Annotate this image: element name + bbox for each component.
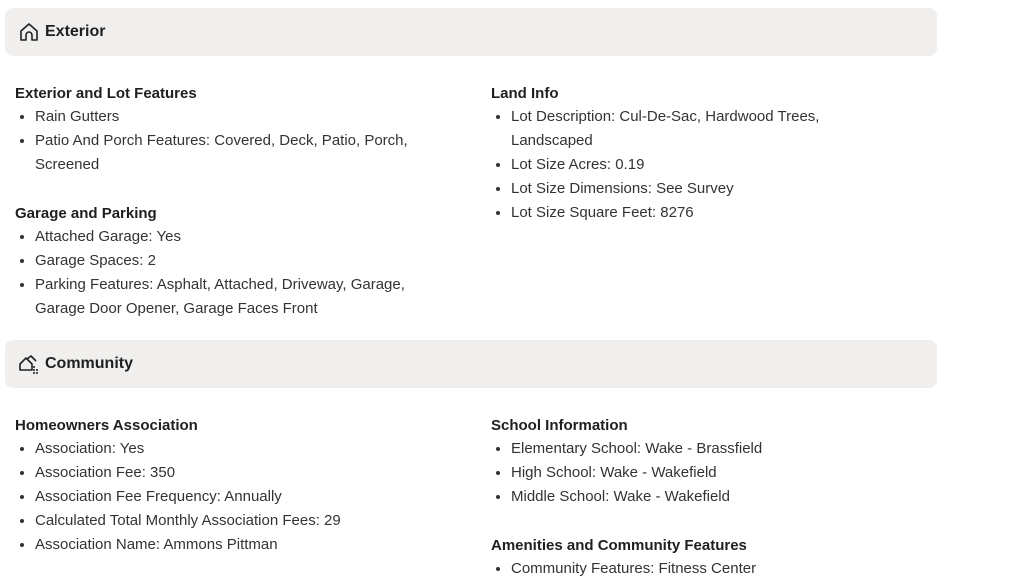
- exterior-lot-features-heading: Exterior and Lot Features: [15, 85, 197, 102]
- school-info-group: [491, 415, 931, 509]
- list-item: • Lot Description: Cul-De-Sac, Hardwood Trees, Landscaped: [511, 105, 871, 153]
- hoa-heading: Homeowners Association: [15, 417, 198, 434]
- school-info-heading: School Information: [491, 417, 628, 434]
- exterior-section-header: [5, 8, 937, 56]
- garage-parking-heading: Garage and Parking: [15, 205, 157, 222]
- list-item: • Association Name: Ammons Pittman: [35, 533, 455, 557]
- land-info-group: [491, 83, 931, 225]
- list-item: • Lot Size Acres: 0.19: [511, 153, 931, 177]
- garage-parking-group: [15, 203, 455, 321]
- list-item: • Association Fee: 350: [35, 461, 455, 485]
- land-info-heading: Land Info: [491, 85, 559, 102]
- exterior-section-title: Exterior: [45, 23, 106, 40]
- list-item: • Middle School: Wake - Wakefield: [511, 485, 931, 509]
- amenities-group: [491, 535, 931, 581]
- list-item: • Garage Spaces: 2: [35, 249, 455, 273]
- amenities-list: [491, 557, 931, 581]
- list-item: • Community Features: Fitness Center: [511, 557, 931, 581]
- exterior-lot-features-list: [15, 105, 455, 177]
- land-info-list: [491, 105, 931, 225]
- list-item: • Attached Garage: Yes: [35, 225, 455, 249]
- hoa-list: [15, 437, 455, 557]
- garage-parking-list: [15, 225, 455, 321]
- community-section-header: [5, 340, 937, 388]
- amenities-heading: Amenities and Community Features: [491, 537, 747, 554]
- list-item: • Calculated Total Monthly Association Fees: 29: [35, 509, 455, 533]
- list-item: • Association: Yes: [35, 437, 455, 461]
- school-info-list: [491, 437, 931, 509]
- list-item: • Rain Gutters: [35, 105, 455, 129]
- list-item: • Parking Features: Asphalt, Attached, Driveway, Garage, Garage Door Opener, Garage Faces Front: [35, 273, 425, 321]
- list-item: • Lot Size Square Feet: 8276: [511, 201, 931, 225]
- list-item: • Elementary School: Wake - Brassfield: [511, 437, 931, 461]
- list-item: • High School: Wake - Wakefield: [511, 461, 931, 485]
- list-item: • Patio And Porch Features: Covered, Deck, Patio, Porch, Screened: [35, 129, 425, 177]
- exterior-lot-features-group: [15, 83, 455, 177]
- list-item: • Association Fee Frequency: Annually: [35, 485, 455, 509]
- community-section-title: Community: [45, 355, 133, 372]
- house-icon: [18, 21, 40, 43]
- hoa-group: [15, 415, 455, 557]
- community-house-icon: [18, 353, 40, 375]
- list-item: • Lot Size Dimensions: See Survey: [511, 177, 931, 201]
